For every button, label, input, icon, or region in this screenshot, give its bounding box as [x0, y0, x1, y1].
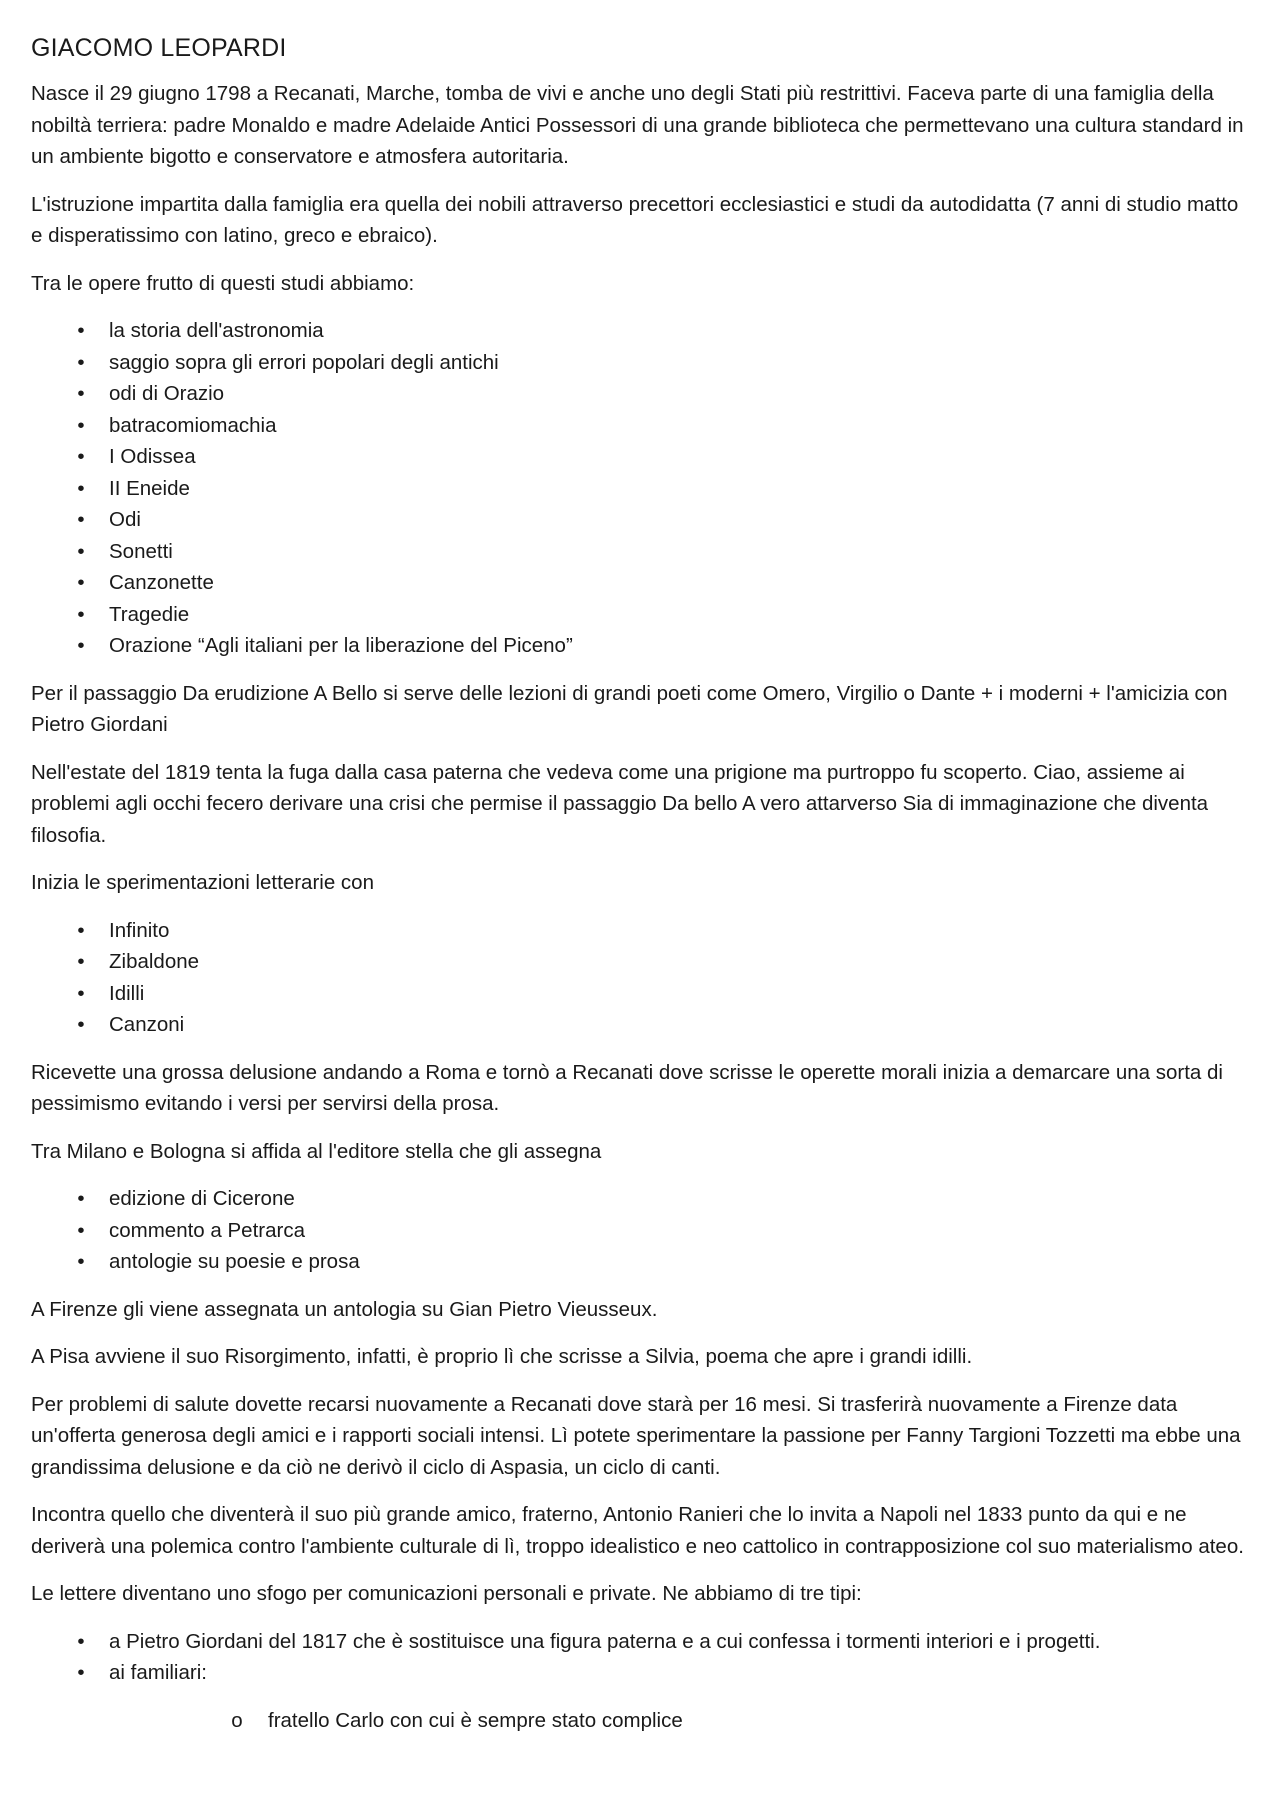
paragraph-pisa: A Pisa avviene il suo Risorgimento, infatti, è proprio lì che scrisse a Silvia, poema che apre i grandi idilli. — [31, 1345, 973, 1368]
list-item — [31, 978, 1253, 1010]
paragraph-lettere-intro: Le lettere diventano uno sfogo per comunicazioni personali e private. Ne abbiamo di tre tipi: — [31, 1582, 862, 1605]
bullet-icon: • — [77, 634, 85, 657]
bullet-icon: • — [77, 981, 85, 1005]
list-item-text: Infinito — [109, 918, 170, 942]
list-item-text: Canzonette — [109, 571, 214, 594]
list-item-text: a Pietro Giordani del 1817 che è sostituisce una figura paterna e a cui confessa i tormenti interiori e i progetti. — [109, 1629, 1101, 1653]
document-page — [31, 30, 1253, 1736]
list-item-text: batracomiomachia — [109, 413, 277, 437]
bullet-icon: • — [77, 1218, 85, 1242]
list-item — [31, 1246, 1253, 1278]
list-item — [31, 946, 1253, 978]
bullet-icon: • — [77, 445, 85, 468]
bullet-icon: • — [77, 413, 85, 437]
list-item-text: Odi — [109, 508, 141, 531]
list-item-text: Canzoni — [109, 1013, 185, 1036]
bullet-icon: • — [77, 1250, 85, 1273]
bullet-icon: • — [77, 1629, 85, 1653]
list-item-text: la storia dell'astronomia — [109, 319, 324, 342]
list-item — [31, 441, 1253, 473]
list-lettere — [31, 1626, 1253, 1689]
list-item — [31, 599, 1253, 631]
paragraph-birth: Nasce il 29 giugno 1798 a Recanati, Marche, tomba de vivi e anche uno degli Stati più restrittivi. Faceva parte di una famiglia della nobiltà terriera: padre Monaldo e madre Adelaide Antici Possessori di una grande biblioteca che permettevano una cultura standard in un ambiente bigotto e conservatore e atmosfera autoritaria. — [31, 82, 1244, 168]
bullet-icon: • — [77, 950, 85, 973]
sub-list-item — [31, 1705, 1253, 1737]
list-item-text: edizione di Cicerone — [109, 1187, 295, 1210]
list-opere — [31, 315, 1253, 662]
list-item-text: ai familiari: — [109, 1661, 207, 1684]
sublist-familiari — [31, 1705, 1253, 1737]
paragraph-sperimentazioni-intro: Inizia le sperimentazioni letterarie con — [31, 871, 374, 894]
bullet-icon: • — [77, 476, 85, 500]
list-item — [31, 347, 1253, 379]
list-item — [31, 1626, 1253, 1658]
circle-bullet-icon: o — [231, 1708, 243, 1732]
list-item-text: Zibaldone — [109, 950, 200, 973]
bullet-icon: • — [77, 571, 85, 594]
document-title: GIACOMO LEOPARDI — [31, 34, 287, 62]
bullet-icon: • — [77, 602, 85, 626]
list-item-text: Sonetti — [109, 539, 173, 563]
list-item — [31, 536, 1253, 568]
list-item — [31, 410, 1253, 442]
list-item-text: commento a Petrarca — [109, 1218, 305, 1242]
list-item — [31, 378, 1253, 410]
bullet-icon: • — [77, 319, 85, 342]
paragraph-education: L'istruzione impartita dalla famiglia era quella dei nobili attraverso precettori ecclesiastici e studi da autodidatta (7 anni di studio matto e disperatissimo con latino, greco e ebraico). — [31, 192, 1239, 247]
list-item-text: saggio sopra gli errori popolari degli antichi — [109, 350, 499, 374]
paragraph-erudizione: Per il passaggio Da erudizione A Bello si serve delle lezioni di grandi poeti come Omero, Virgilio o Dante + i moderni + l'amicizia con Pietro Giordani — [31, 681, 1228, 736]
list-item-text: II Eneide — [109, 476, 190, 500]
list-item — [31, 567, 1253, 599]
list-item-text: odi di Orazio — [109, 382, 225, 405]
paragraph-firenze: A Firenze gli viene assegnata un antologia su Gian Pietro Vieusseux. — [31, 1297, 658, 1321]
list-sperimentazioni — [31, 915, 1253, 1041]
bullet-icon: • — [77, 382, 85, 405]
list-item-text: I Odissea — [109, 445, 196, 468]
list-item — [31, 1183, 1253, 1215]
paragraph-ranieri: Incontra quello che diventerà il suo più grande amico, fraterno, Antonio Ranieri che lo invita a Napoli nel 1833 punto da qui e ne deriverà una polemica contro l'ambiente culturale di lì, troppo idealistico e neo cattolico in contrapposizione col suo materialismo ateo. — [31, 1503, 1244, 1558]
paragraph-salute: Per problemi di salute dovette recarsi nuovamente a Recanati dove starà per 16 mesi. Si trasferirà nuovamente a Firenze data un'offerta generosa degli amici e i rapporti sociali intensi. Lì potete sperimentare la passione per Fanny Targioni Tozzetti ma ebbe una grandissima delusione e da ciò ne derivò il ciclo di Aspasia, un ciclo di canti. — [31, 1392, 1241, 1479]
paragraph-milano-bologna: Tra Milano e Bologna si affida al l'editore stella che gli assegna — [31, 1139, 602, 1163]
list-item — [31, 315, 1253, 347]
bullet-icon: • — [77, 1187, 85, 1210]
list-item — [31, 630, 1253, 662]
list-item — [31, 504, 1253, 536]
list-item-text: Orazione “Agli italiani per la liberazione del Piceno” — [109, 634, 573, 657]
list-item — [31, 473, 1253, 505]
bullet-icon: • — [77, 508, 85, 531]
bullet-icon: • — [77, 1661, 85, 1684]
paragraph-works-intro: Tra le opere frutto di questi studi abbiamo: — [31, 271, 415, 295]
list-item-text: Tragedie — [109, 602, 190, 626]
paragraph-fuga: Nell'estate del 1819 tenta la fuga dalla casa paterna che vedeva come una prigione ma purtroppo fu scoperto. Ciao, assieme ai problemi agli occhi fecero derivare una crisi che permise il passaggio Da bello A vero attarverso Sia di immaginazione che diventa filosofia. — [31, 760, 1209, 847]
list-item-text: Idilli — [109, 981, 145, 1005]
sub-list-item-text: fratello Carlo con cui è sempre stato complice — [268, 1708, 683, 1732]
bullet-icon: • — [77, 350, 85, 374]
list-item — [31, 1009, 1253, 1041]
list-item-text: antologie su poesie e prosa — [109, 1250, 360, 1273]
list-item — [31, 915, 1253, 947]
bullet-icon: • — [77, 918, 85, 942]
paragraph-roma: Ricevette una grossa delusione andando a Roma e tornò a Recanati dove scrisse le operette morali inizia a demarcare una sorta di pessimismo evitando i versi per servirsi della prosa. — [31, 1060, 1223, 1115]
list-item — [31, 1657, 1253, 1689]
bullet-icon: • — [77, 1013, 85, 1036]
bullet-icon: • — [77, 539, 85, 563]
list-item — [31, 1215, 1253, 1247]
list-editore — [31, 1183, 1253, 1278]
